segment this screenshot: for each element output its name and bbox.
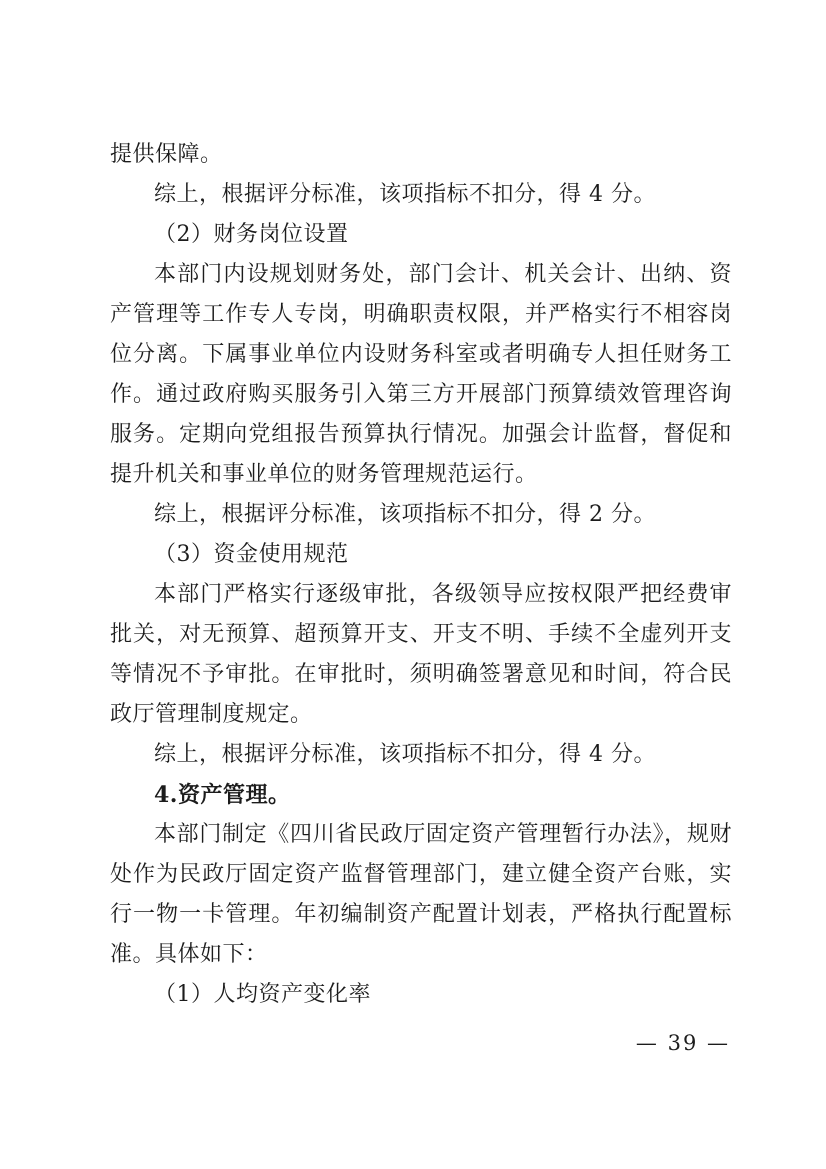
heading-section-4-asset-management: 4.资产管理。 bbox=[154, 782, 291, 808]
para-asset-management-detail: 本部门制定《四川省民政厅固定资产管理暂行办法》，规财处作为民政厅固定资产监督管理部门，建立健全资产台账，实行一物一卡管理。年初编制资产配置计划表，严格执行配置标准。具体如下： bbox=[110, 822, 732, 967]
document-body bbox=[110, 135, 732, 1015]
para-fund-use-detail: 本部门严格实行逐级审批，各级领导应按权限严把经费审批关，对无预算、超预算开支、开支不明、手续不全虚列开支等情况不予审批。在审批时，须明确签署意见和时间，符合民政厅管理制度规定。 bbox=[110, 582, 732, 727]
para-continuation: 提供保障。 bbox=[110, 142, 223, 167]
heading-item-3-fund-use: （3）资金使用规范 bbox=[154, 542, 349, 567]
score-summary-indicator-2: 综上，根据评分标准，该项指标不扣分，得 2 分。 bbox=[154, 502, 656, 527]
heading-item-2-finance-post: （2）财务岗位设置 bbox=[154, 222, 349, 247]
para-finance-post-detail: 本部门内设规划财务处，部门会计、机关会计、出纳、资产管理等工作专人专岗，明确职责权限，并严格实行不相容岗位分离。下属事业单位内设财务科室或者明确专人担任财务工作。通过政府购买服务引入第三方开展部门预算绩效管理咨询服务。定期向党组报告预算执行情况。加强会计监督，督促和提升机关和事业单位的财务管理规范运行。 bbox=[110, 262, 732, 487]
heading-item-1-per-capita-asset-rate: （1）人均资产变化率 bbox=[154, 982, 371, 1007]
score-summary-indicator-4a: 综上，根据评分标准，该项指标不扣分，得 4 分。 bbox=[154, 182, 656, 207]
page-number: — 39 — bbox=[635, 1031, 730, 1055]
score-summary-indicator-4b: 综上，根据评分标准，该项指标不扣分，得 4 分。 bbox=[154, 742, 656, 767]
